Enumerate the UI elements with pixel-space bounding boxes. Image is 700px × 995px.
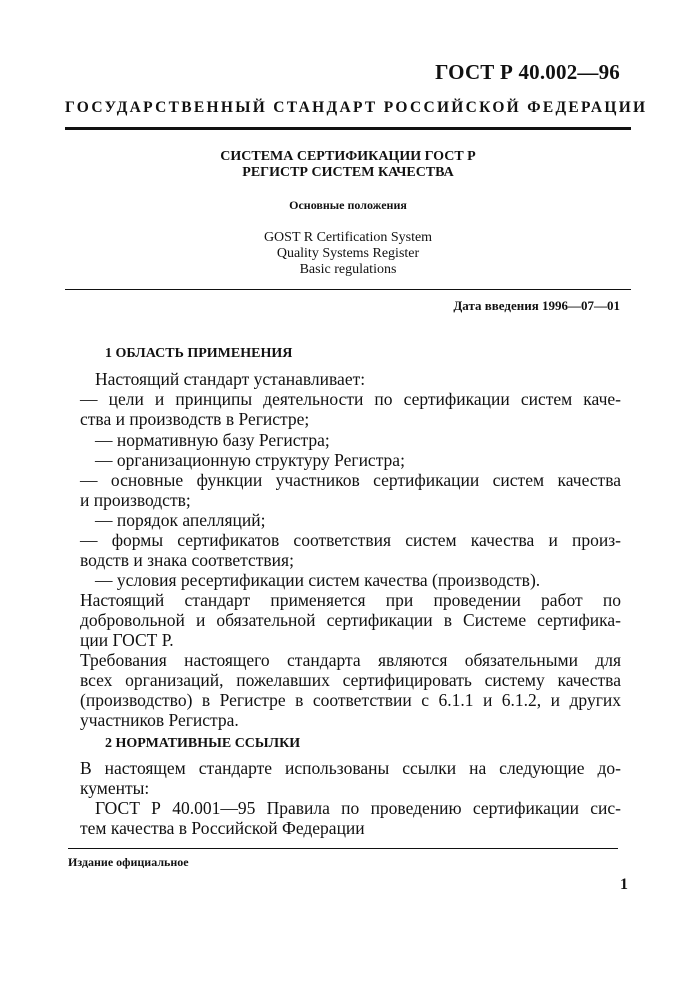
section-1-line: — основные функции участников сертификации систем качества [80,470,621,490]
section-1-line: — порядок апелляций; [95,510,266,530]
section-2-line: В настоящем стандарте использованы ссылки на следующие до- [80,758,621,778]
section-1-line: и производств; [80,490,191,510]
section-1-line: ства и производств в Регистре; [80,409,310,429]
section-2-heading: 2 НОРМАТИВНЫЕ ССЫЛКИ [105,736,301,751]
section-2-line: кументы: [80,778,150,798]
section-1-line: — цели и принципы деятельности по сертификации систем каче- [80,389,621,409]
section-1-line: — нормативную базу Регистра; [95,430,330,450]
english-title-1: GOST R Certification System [263,230,433,245]
edition-note: Издание официальное [68,855,189,869]
section-2-line: ГОСТ Р 40.001—95 Правила по проведению сертификации сис- [95,798,621,818]
document-code: ГОСТ Р 40.002—96 [435,60,620,84]
intro-date: Дата введения 1996—07—01 [453,298,620,313]
section-1-line: добровольной и обязательной сертификации в Системе сертифика- [80,610,621,630]
section-1-line: — формы сертификатов соответствия систем качества и произ- [80,530,621,550]
section-1-line: Настоящий стандарт устанавливает: [95,369,366,389]
section-1-heading: 1 ОБЛАСТЬ ПРИМЕНЕНИЯ [105,346,293,361]
english-title-3: Basic regulations [299,262,397,277]
section-1-line: участников Регистра. [80,710,239,730]
header-rule [65,127,631,130]
state-standard-title: ГОСУДАРСТВЕННЫЙ СТАНДАРТ РОССИЙСКОЙ ФЕДЕРАЦИИ [65,99,648,116]
section-1-line: Требования настоящего стандарта являются обязательными для [80,650,621,670]
section-1-line: Настоящий стандарт применяется при проведении работ по [80,590,621,610]
title-line-1: СИСТЕМА СЕРТИФИКАЦИИ ГОСТ Р [220,149,476,164]
english-title-2: Quality Systems Register [276,246,420,261]
page-number: 1 [620,876,628,893]
title-line-2: РЕГИСТР СИСТЕМ КАЧЕСТВА [242,165,454,180]
section-2-line: тем качества в Российской Федерации [80,818,365,838]
footer-rule [68,848,618,849]
section-1-line: водств и знака соответствия; [80,550,294,570]
title-rule [65,289,631,290]
section-1-line: — условия ресертификации систем качества (производств). [95,570,541,590]
section-1-line: ции ГОСТ Р. [80,630,174,650]
section-1-line: (производство) в Регистре в соответствии с 6.1.1 и 6.1.2, и других [80,690,621,710]
section-1-line: — организационную структуру Регистра; [95,450,405,470]
section-1-line: всех организаций, пожелавших сертифицировать систему качества [80,670,621,690]
subtitle: Основные положения [289,198,407,212]
